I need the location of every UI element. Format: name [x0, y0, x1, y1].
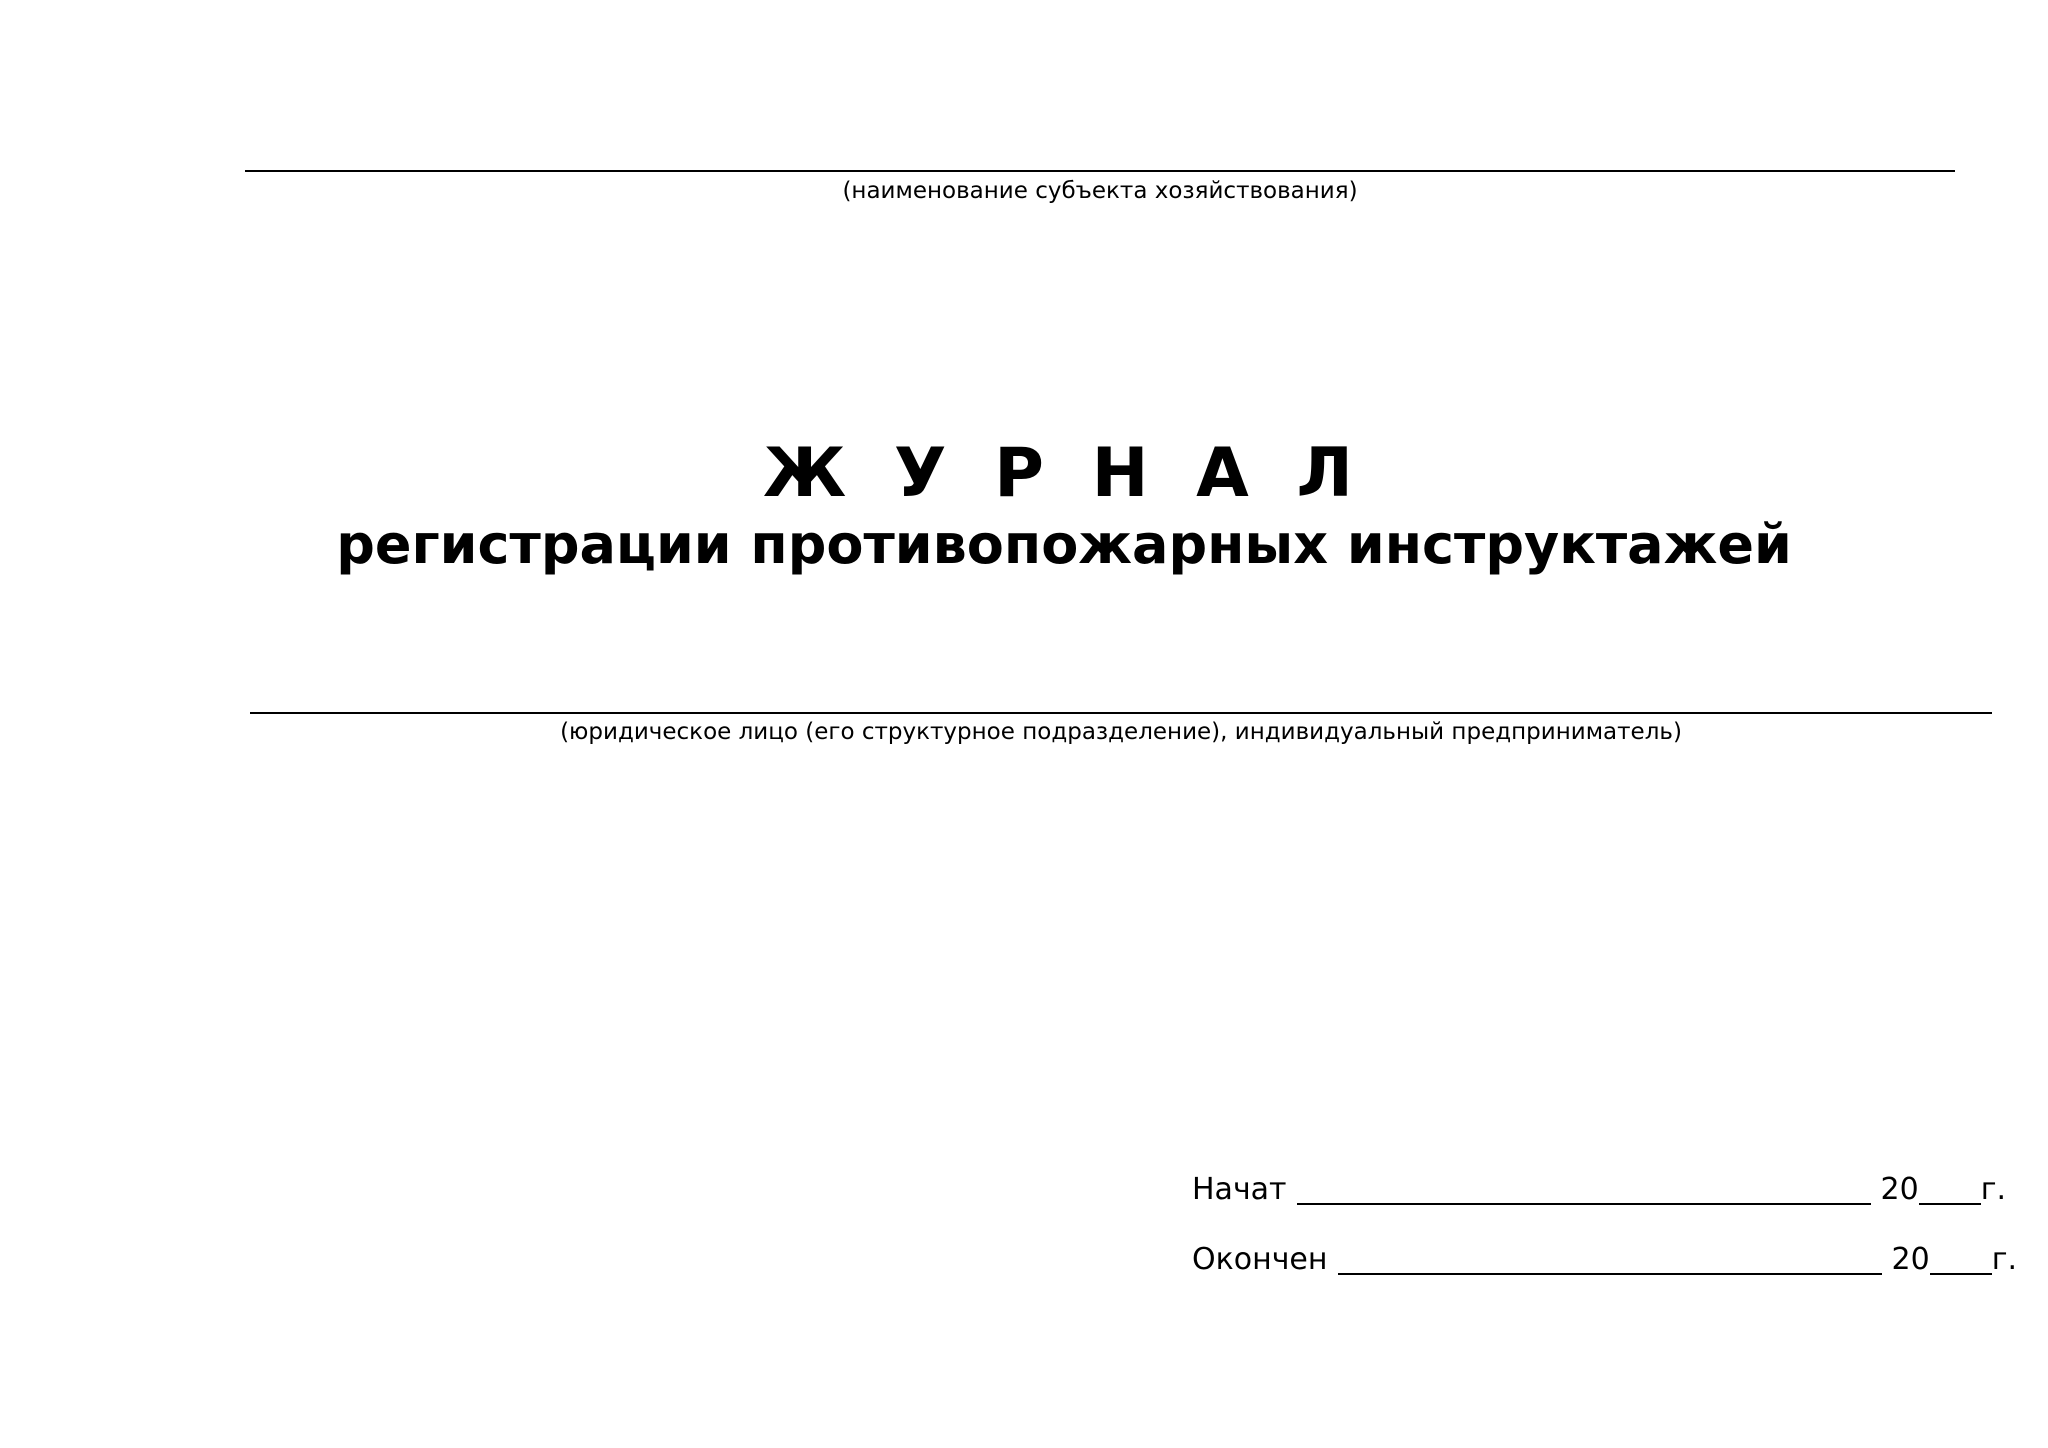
started-year-field[interactable]	[1919, 1177, 1981, 1205]
started-label: Начат	[1192, 1172, 1287, 1207]
ended-year-prefix: 20	[1891, 1242, 1930, 1277]
legal-entity-line	[250, 712, 1992, 714]
journal-subtitle: регистрации противопожарных инструктажей	[336, 513, 1792, 576]
ended-label: Окончен	[1192, 1242, 1328, 1277]
entity-name-caption: (наименование субъекта хозяйствования)	[842, 178, 1358, 204]
started-year-prefix: 20	[1880, 1172, 1919, 1207]
started-row	[1192, 1172, 2007, 1207]
journal-title: Ж У Р Н А Л	[763, 434, 1365, 513]
started-year-suffix: г.	[1980, 1172, 2007, 1207]
ended-year-field[interactable]	[1930, 1247, 1992, 1275]
ended-year-suffix: г.	[1991, 1242, 2017, 1277]
ended-date-field[interactable]	[1338, 1247, 1882, 1275]
entity-name-line	[245, 170, 1955, 172]
ended-row	[1192, 1242, 2017, 1277]
legal-entity-caption: (юридическое лицо (его структурное подразделение), индивидуальный предприниматель)	[560, 719, 1682, 745]
started-date-field[interactable]	[1297, 1177, 1871, 1205]
